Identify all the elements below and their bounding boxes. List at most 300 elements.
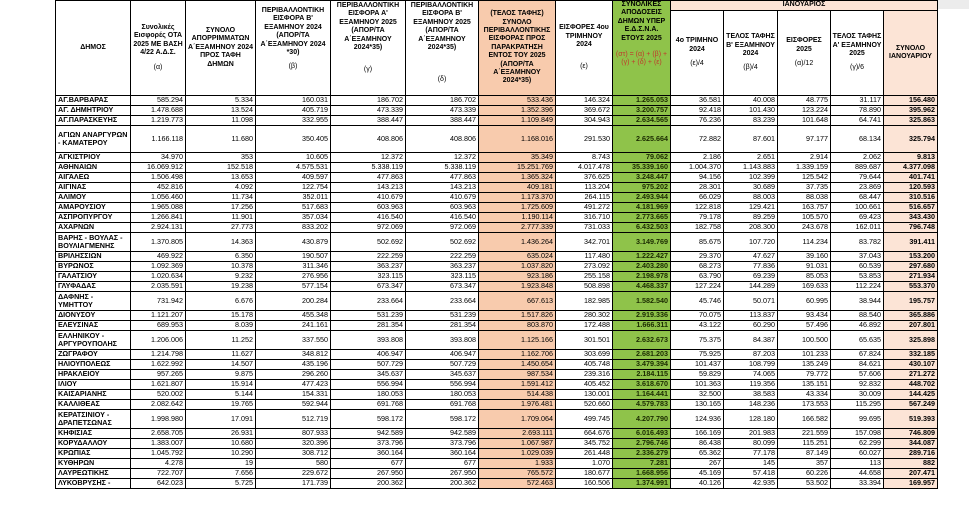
cell-jan-telos-a: 115.295	[831, 400, 884, 410]
cell-st: 1.666.311	[613, 321, 671, 331]
header-st: ΣΥΝΟΛΙΚΕΣ ΑΠΟΔΟΣΕΙΣ ΔΗΜΩΝ ΥΠΕΡ Ε.Δ.Σ.Ν.Α. ΕΤΟΥΣ 2025 (στ) = (α) + (β) + (γ) + (δ) + (ε)	[613, 1, 671, 96]
cell-d: 942.589	[406, 429, 479, 439]
table-row	[56, 380, 938, 390]
cell-e: 508.898	[556, 282, 613, 292]
cell-g: 323.115	[331, 272, 406, 282]
cell-g: 603.963	[331, 203, 406, 213]
cell-telos-tafis: 1.365.324	[479, 173, 556, 183]
cell-a: 1.166.118	[131, 126, 186, 153]
cell-synolo-aporrimmaton: 353	[186, 153, 256, 163]
cell-d: 502.692	[406, 233, 479, 252]
cell-telos-tafis: 635.024	[479, 252, 556, 262]
cell-jan-telos-a: 889.687	[831, 163, 884, 173]
cell-telos-tafis: 1.168.016	[479, 126, 556, 153]
cell-g: 186.702	[331, 96, 406, 106]
cell-synolo-aporrimmaton: 6.350	[186, 252, 256, 262]
cell-g: 473.339	[331, 106, 406, 116]
cell-jan-q4: 70.075	[671, 311, 724, 321]
cell-g: 408.806	[331, 126, 406, 153]
cell-jan-total: 882	[884, 459, 938, 469]
left-margin	[0, 0, 55, 515]
header-month-ianouarios: ΙΑΝΟΥΑΡΙΟΣ	[671, 1, 938, 11]
cell-a: 1.214.798	[131, 350, 186, 360]
contributions-table	[55, 0, 938, 489]
cell-e: 255.158	[556, 272, 613, 282]
cell-jan-q4: 65.362	[671, 449, 724, 459]
cell-g: 972.069	[331, 223, 406, 233]
cell-dimos: ΑΙΓΙΝΑΣ	[56, 183, 131, 193]
cell-d: 200.362	[406, 479, 479, 489]
cell-jan-total: 401.741	[884, 173, 938, 183]
cell-jan-total: 343.430	[884, 213, 938, 223]
cell-jan-eisfores: 60.995	[778, 292, 831, 311]
cell-st: 3.479.394	[613, 360, 671, 370]
cell-d: 972.069	[406, 223, 479, 233]
cell-g: 360.164	[331, 449, 406, 459]
table-row	[56, 193, 938, 203]
header-jan-telos-b: ΤΕΛΟΣ ΤΑΦΗΣ Β' ΕΞΑΜΗΝΟΥ 2024 (β)/4	[724, 11, 778, 96]
cell-e: 182.985	[556, 292, 613, 311]
cell-b: 10.605	[256, 153, 331, 163]
cell-jan-telos-b: 87.203	[724, 350, 778, 360]
header-g: ΠΕΡΙΒΑΛΛΟΝΤΙΚΗ ΕΙΣΦΟΡΑ Α' ΕΞΑΜΗΝΟΥ 2025 (ΑΠΟΡ/ΤΑ Α΄ΕΞΑΜΗΝΟΥ 2024*35) (γ)	[331, 1, 406, 96]
cell-synolo-aporrimmaton: 10.378	[186, 262, 256, 272]
cell-jan-eisfores: 114.234	[778, 233, 831, 252]
cell-dimos: ΑΧΑΡΝΩΝ	[56, 223, 131, 233]
cell-jan-q4: 1.004.370	[671, 163, 724, 173]
cell-d: 281.354	[406, 321, 479, 331]
cell-st: 2.634.565	[613, 116, 671, 126]
cell-synolo-aporrimmaton: 11.734	[186, 193, 256, 203]
cell-telos-tafis: 1.109.849	[479, 116, 556, 126]
cell-jan-telos-b: 102.399	[724, 173, 778, 183]
cell-st: 4.181.969	[613, 203, 671, 213]
cell-a: 2.658.705	[131, 429, 186, 439]
cell-synolo-aporrimmaton: 26.931	[186, 429, 256, 439]
cell-a: 1.056.460	[131, 193, 186, 203]
cell-d: 5.338.119	[406, 163, 479, 173]
cell-jan-q4: 68.273	[671, 262, 724, 272]
cell-jan-total: 144.425	[884, 390, 938, 400]
cell-st: 4.468.337	[613, 282, 671, 292]
cell-telos-tafis: 1.125.166	[479, 331, 556, 350]
cell-telos-tafis: 1.037.820	[479, 262, 556, 272]
cell-jan-eisfores: 173.553	[778, 400, 831, 410]
cell-d: 531.239	[406, 311, 479, 321]
cell-jan-telos-b: 148.236	[724, 400, 778, 410]
cell-jan-telos-b: 89.259	[724, 213, 778, 223]
cell-g: 677	[331, 459, 406, 469]
table-row	[56, 106, 938, 116]
cell-synolo-aporrimmaton: 5.725	[186, 479, 256, 489]
cell-jan-telos-b: 74.065	[724, 370, 778, 380]
cell-dimos: ΚΑΙΣΑΡΙΑΝΗΣ	[56, 390, 131, 400]
cell-d: 410.679	[406, 193, 479, 203]
cell-jan-telos-b: 84.387	[724, 331, 778, 350]
cell-synolo-aporrimmaton: 13.653	[186, 173, 256, 183]
cell-dimos: ΒΥΡΩΝΟΣ	[56, 262, 131, 272]
cell-jan-eisfores: 43.334	[778, 390, 831, 400]
cell-st: 2.632.673	[613, 331, 671, 350]
table-row	[56, 459, 938, 469]
cell-b: 357.034	[256, 213, 331, 223]
cell-d: 360.164	[406, 449, 479, 459]
cell-jan-total: 365.886	[884, 311, 938, 321]
cell-g: 267.950	[331, 469, 406, 479]
cell-dimos: ΛΑΥΡΕΩΤΙΚΗΣ	[56, 469, 131, 479]
cell-synolo-aporrimmaton: 19.238	[186, 282, 256, 292]
cell-st: 3.618.670	[613, 380, 671, 390]
cell-a: 1.383.007	[131, 439, 186, 449]
cell-jan-total: 289.716	[884, 449, 938, 459]
table-row	[56, 173, 938, 183]
cell-e: 301.501	[556, 331, 613, 350]
cell-st: 2.403.280	[613, 262, 671, 272]
cell-st: 35.339.160	[613, 163, 671, 173]
cell-telos-tafis: 1.352.396	[479, 106, 556, 116]
cell-a: 2.082.642	[131, 400, 186, 410]
cell-jan-telos-a: 31.117	[831, 96, 884, 106]
cell-d: 345.637	[406, 370, 479, 380]
cell-jan-eisfores: 115.251	[778, 439, 831, 449]
cell-e: 113.204	[556, 183, 613, 193]
table-row	[56, 223, 938, 233]
cell-jan-q4: 101.363	[671, 380, 724, 390]
cell-dimos: ΒΑΡΗΣ - ΒΟΥΛΑΣ - ΒΟΥΛΙΑΓΜΕΝΗΣ	[56, 233, 131, 252]
cell-dimos: ΑΓΙΩΝ ΑΝΑΡΓΥΡΩΝ - ΚΑΜΑΤΕΡΟΥ	[56, 126, 131, 153]
header-jan-q4: 4ο ΤΡΙΜΗΝΟ 2024 (ε)/4	[671, 11, 724, 96]
cell-st: 2.919.336	[613, 311, 671, 321]
cell-jan-total: 325.898	[884, 331, 938, 350]
cell-telos-tafis: 1.436.264	[479, 233, 556, 252]
cell-jan-total: 567.249	[884, 400, 938, 410]
cell-jan-total: 325.863	[884, 116, 938, 126]
cell-st: 1.582.540	[613, 292, 671, 311]
cell-jan-eisfores: 48.775	[778, 96, 831, 106]
cell-e: 304.943	[556, 116, 613, 126]
cell-dimos: ΑΣΠΡΟΠΥΡΓΟΥ	[56, 213, 131, 223]
cell-a: 469.922	[131, 252, 186, 262]
cell-jan-telos-b: 129.421	[724, 203, 778, 213]
table-row	[56, 233, 938, 252]
cell-jan-eisfores: 39.160	[778, 252, 831, 262]
cell-jan-telos-b: 113.837	[724, 311, 778, 321]
cell-synolo-aporrimmaton: 5.334	[186, 96, 256, 106]
cell-jan-total: 207.471	[884, 469, 938, 479]
cell-jan-telos-a: 44.658	[831, 469, 884, 479]
cell-synolo-aporrimmaton: 17.256	[186, 203, 256, 213]
cell-jan-telos-a: 60.539	[831, 262, 884, 272]
cell-g: 143.213	[331, 183, 406, 193]
cell-g: 363.237	[331, 262, 406, 272]
cell-jan-q4: 63.790	[671, 272, 724, 282]
cell-jan-total: 332.185	[884, 350, 938, 360]
cell-jan-total: 391.411	[884, 233, 938, 252]
cell-synolo-aporrimmaton: 19.765	[186, 400, 256, 410]
cell-st: 1.222.427	[613, 252, 671, 262]
cell-a: 1.121.207	[131, 311, 186, 321]
table-row	[56, 360, 938, 370]
cell-jan-telos-a: 79.644	[831, 173, 884, 183]
cell-jan-eisfores: 105.570	[778, 213, 831, 223]
cell-a: 1.370.805	[131, 233, 186, 252]
cell-jan-telos-a: 157.098	[831, 429, 884, 439]
cell-a: 585.294	[131, 96, 186, 106]
cell-st: 2.681.203	[613, 350, 671, 360]
cell-telos-tafis: 2.693.111	[479, 429, 556, 439]
cell-synolo-aporrimmaton: 6.676	[186, 292, 256, 311]
cell-a: 1.506.498	[131, 173, 186, 183]
cell-jan-telos-b: 145	[724, 459, 778, 469]
cell-jan-telos-a: 100.661	[831, 203, 884, 213]
cell-d: 416.540	[406, 213, 479, 223]
cell-jan-q4: 29.370	[671, 252, 724, 262]
cell-jan-telos-b: 2.651	[724, 153, 778, 163]
cell-jan-total: 156.480	[884, 96, 938, 106]
cell-e: 239.316	[556, 370, 613, 380]
cell-jan-total: 746.809	[884, 429, 938, 439]
cell-jan-total: 4.377.098	[884, 163, 938, 173]
table-row	[56, 390, 938, 400]
cell-jan-eisfores: 357	[778, 459, 831, 469]
cell-d: 507.729	[406, 360, 479, 370]
cell-a: 722.707	[131, 469, 186, 479]
cell-jan-q4: 43.122	[671, 321, 724, 331]
cell-jan-q4: 86.438	[671, 439, 724, 449]
cell-a: 642.023	[131, 479, 186, 489]
cell-st: 6.432.503	[613, 223, 671, 233]
cell-jan-q4: 124.936	[671, 410, 724, 429]
cell-jan-telos-b: 1.143.883	[724, 163, 778, 173]
cell-e: 291.530	[556, 126, 613, 153]
cell-telos-tafis: 1.067.987	[479, 439, 556, 449]
cell-jan-q4: 59.829	[671, 370, 724, 380]
cell-b: 320.396	[256, 439, 331, 449]
cell-jan-eisfores: 93.434	[778, 311, 831, 321]
cell-a: 34.970	[131, 153, 186, 163]
cell-synolo-aporrimmaton: 11.098	[186, 116, 256, 126]
cell-d: 186.702	[406, 96, 479, 106]
cell-jan-eisfores: 100.500	[778, 331, 831, 350]
cell-jan-telos-b: 77.178	[724, 449, 778, 459]
cell-jan-telos-a: 57.606	[831, 370, 884, 380]
cell-jan-telos-a: 92.832	[831, 380, 884, 390]
cell-telos-tafis: 1.162.706	[479, 350, 556, 360]
cell-d: 677	[406, 459, 479, 469]
cell-st: 3.248.447	[613, 173, 671, 183]
table-row	[56, 439, 938, 449]
cell-a: 4.278	[131, 459, 186, 469]
cell-st: 2.625.664	[613, 126, 671, 153]
cell-jan-q4: 66.029	[671, 193, 724, 203]
right-margin	[938, 0, 969, 515]
cell-e: 130.001	[556, 390, 613, 400]
cell-jan-telos-b: 144.289	[724, 282, 778, 292]
cell-jan-eisfores: 60.226	[778, 469, 831, 479]
cell-a: 1.219.773	[131, 116, 186, 126]
cell-jan-telos-b: 128.180	[724, 410, 778, 429]
cell-jan-eisfores: 101.648	[778, 116, 831, 126]
cell-jan-telos-a: 112.224	[831, 282, 884, 292]
cell-synolo-aporrimmaton: 4.092	[186, 183, 256, 193]
table-row	[56, 311, 938, 321]
header-e: ΕΙΣΦΟΡΕΣ 4ου ΤΡΙΜΗΝΟΥ 2024 (ε)	[556, 1, 613, 96]
table-row	[56, 370, 938, 380]
cell-jan-telos-a: 53.853	[831, 272, 884, 282]
cell-jan-total: 448.702	[884, 380, 938, 390]
cell-b: 577.154	[256, 282, 331, 292]
cell-jan-eisfores: 163.757	[778, 203, 831, 213]
table-row	[56, 213, 938, 223]
cell-b: 308.712	[256, 449, 331, 459]
cell-jan-telos-a: 68.134	[831, 126, 884, 153]
cell-b: 352.011	[256, 193, 331, 203]
cell-b: 833.202	[256, 223, 331, 233]
cell-st: 2.796.746	[613, 439, 671, 449]
header-telos-tafis: (ΤΕΛΟΣ ΤΑΦΗΣ) ΣΥΝΟΛΟ ΠΕΡΙΒΑΛΛΟΝΤΙΚΗΣ ΕΙΣΦΟΡΑΣ ΠΡΟΣ ΠΑΡΑΚΡΑΤΗΣΗ ΕΝΤΟΣ ΤΟΥ 2025 (ΑΠΟΡ/ΤΑ Α΄ΕΞΑΜΗΝΟΥ 2024*35)	[479, 1, 556, 96]
cell-jan-total: 271.272	[884, 370, 938, 380]
cell-jan-total: 271.934	[884, 272, 938, 282]
table-row	[56, 126, 938, 153]
cell-dimos: ΙΛΙΟΥ	[56, 380, 131, 390]
cell-g: 233.664	[331, 292, 406, 311]
cell-d: 363.237	[406, 262, 479, 272]
cell-dimos: ΕΛΕΥΣΙΝΑΣ	[56, 321, 131, 331]
cell-g: 673.347	[331, 282, 406, 292]
cell-jan-eisfores: 101.233	[778, 350, 831, 360]
cell-jan-eisfores: 87.149	[778, 449, 831, 459]
cell-a: 1.965.088	[131, 203, 186, 213]
cell-jan-eisfores: 166.582	[778, 410, 831, 429]
cell-jan-eisfores: 169.633	[778, 282, 831, 292]
cell-dimos: ΖΩΓΡΑΦΟΥ	[56, 350, 131, 360]
header-synolo-aporrimmaton: ΣΥΝΟΛΟ ΑΠΟΡΡΙΜΜΑΤΩΝ Α΄ΕΞΑΜΗΝΟΥ 2024 ΠΡΟΣ ΤΑΦΗ ΔΗΜΩΝ	[186, 1, 256, 96]
cell-b: 160.031	[256, 96, 331, 106]
cell-d: 556.994	[406, 380, 479, 390]
cell-d: 222.259	[406, 252, 479, 262]
cell-b: 190.507	[256, 252, 331, 262]
cell-e: 369.672	[556, 106, 613, 116]
cell-synolo-aporrimmaton: 11.627	[186, 350, 256, 360]
cell-jan-telos-a: 37.043	[831, 252, 884, 262]
cell-st: 2.773.665	[613, 213, 671, 223]
cell-st: 2.184.115	[613, 370, 671, 380]
cell-jan-total: 153.200	[884, 252, 938, 262]
cell-d: 691.768	[406, 400, 479, 410]
cell-telos-tafis: 572.463	[479, 479, 556, 489]
cell-e: 405.748	[556, 360, 613, 370]
cell-a: 1.621.807	[131, 380, 186, 390]
cell-dimos: ΗΡΑΚΛΕΙΟΥ	[56, 370, 131, 380]
cell-b: 517.683	[256, 203, 331, 213]
cell-e: 303.699	[556, 350, 613, 360]
header-a: Συνολικές Εισφορές ΟΤΑ 2025 ΜΕ ΒΑΣΗ 4/22 Α.Δ.Σ. (α)	[131, 1, 186, 96]
cell-d: 603.963	[406, 203, 479, 213]
cell-st: 1.374.991	[613, 479, 671, 489]
cell-a: 1.478.688	[131, 106, 186, 116]
cell-b: 409.597	[256, 173, 331, 183]
cell-dimos: ΚΟΡΥΔΑΛΛΟΥ	[56, 439, 131, 449]
cell-b: 311.346	[256, 262, 331, 272]
table-row	[56, 429, 938, 439]
cell-jan-telos-a: 62.299	[831, 439, 884, 449]
cell-d: 180.053	[406, 390, 479, 400]
cell-g: 416.540	[331, 213, 406, 223]
cell-jan-telos-b: 80.099	[724, 439, 778, 449]
cell-g: 200.362	[331, 479, 406, 489]
cell-dimos: ΔΙΟΝΥΣΟΥ	[56, 311, 131, 321]
cell-jan-total: 195.757	[884, 292, 938, 311]
cell-jan-telos-b: 83.239	[724, 116, 778, 126]
cell-synolo-aporrimmaton: 10.290	[186, 449, 256, 459]
cell-a: 1.622.992	[131, 360, 186, 370]
cell-d: 673.347	[406, 282, 479, 292]
cell-jan-q4: 45.746	[671, 292, 724, 311]
cell-jan-telos-a: 113	[831, 459, 884, 469]
cell-jan-q4: 92.418	[671, 106, 724, 116]
cell-jan-telos-a: 83.782	[831, 233, 884, 252]
cell-jan-q4: 28.301	[671, 183, 724, 193]
cell-d: 406.947	[406, 350, 479, 360]
cell-jan-telos-b: 201.983	[724, 429, 778, 439]
cell-jan-eisfores: 123.224	[778, 106, 831, 116]
table-row	[56, 262, 938, 272]
cell-telos-tafis: 2.777.339	[479, 223, 556, 233]
cell-b: 405.719	[256, 106, 331, 116]
cell-jan-total: 344.087	[884, 439, 938, 449]
cell-g: 180.053	[331, 390, 406, 400]
cell-a: 1.092.369	[131, 262, 186, 272]
cell-jan-telos-a: 88.540	[831, 311, 884, 321]
cell-synolo-aporrimmaton: 14.363	[186, 233, 256, 252]
cell-telos-tafis: 667.613	[479, 292, 556, 311]
cell-g: 942.589	[331, 429, 406, 439]
cell-dimos: ΚΕΡΑΤΣΙΝΙΟΥ - ΔΡΑΠΕΤΣΩΝΑΣ	[56, 410, 131, 429]
cell-a: 731.942	[131, 292, 186, 311]
cell-b: 4.575.531	[256, 163, 331, 173]
cell-dimos: ΓΛΥΦΑΔΑΣ	[56, 282, 131, 292]
cell-jan-q4: 76.236	[671, 116, 724, 126]
cell-jan-telos-b: 108.799	[724, 360, 778, 370]
cell-jan-telos-a: 68.447	[831, 193, 884, 203]
cell-d: 388.447	[406, 116, 479, 126]
cell-st: 4.579.783	[613, 400, 671, 410]
cell-st: 3.149.769	[613, 233, 671, 252]
cell-dimos: ΒΡΙΛΗΣΣΙΩΝ	[56, 252, 131, 262]
top-right-grey-strip	[938, 0, 969, 9]
cell-synolo-aporrimmaton: 11.901	[186, 213, 256, 223]
cell-dimos: ΚΥΘΗΡΩΝ	[56, 459, 131, 469]
cell-telos-tafis: 1.933	[479, 459, 556, 469]
cell-st: 3.200.757	[613, 106, 671, 116]
cell-st: 7.281	[613, 459, 671, 469]
header-d: ΠΕΡΙΒΑΛΛΟΝΤΙΚΗ ΕΙΣΦΟΡΑ Β' ΕΞΑΜΗΝΟΥ 2025 (ΑΠΟΡ/ΤΑ Α΄ΕΞΑΜΗΝΟΥ 2024*35) (δ)	[406, 1, 479, 96]
cell-dimos: ΛΥΚΟΒΡΥΣΗΣ -	[56, 479, 131, 489]
cell-synolo-aporrimmaton: 15.914	[186, 380, 256, 390]
cell-dimos: ΑΙΓΑΛΕΩ	[56, 173, 131, 183]
cell-jan-telos-a: 84.621	[831, 360, 884, 370]
cell-jan-total: 796.748	[884, 223, 938, 233]
cell-jan-total: 207.801	[884, 321, 938, 331]
cell-d: 393.808	[406, 331, 479, 350]
cell-telos-tafis: 1.173.370	[479, 193, 556, 203]
table-row	[56, 479, 938, 489]
cell-d: 477.863	[406, 173, 479, 183]
cell-telos-tafis: 409.181	[479, 183, 556, 193]
cell-b: 332.955	[256, 116, 331, 126]
cell-b: 241.161	[256, 321, 331, 331]
cell-synolo-aporrimmaton: 5.144	[186, 390, 256, 400]
